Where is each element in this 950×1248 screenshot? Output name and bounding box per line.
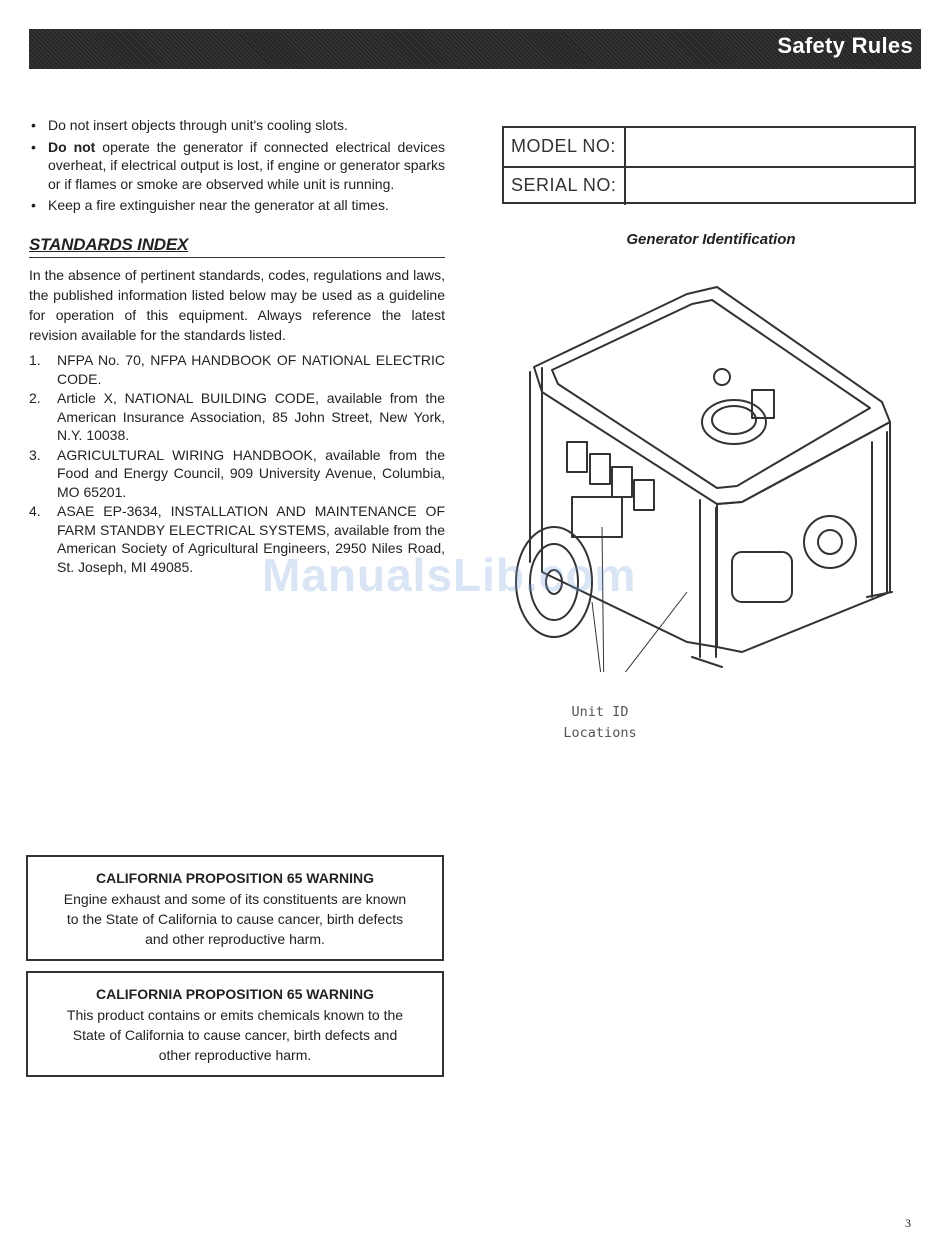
safety-bullet: • Do not insert objects through unit's cooling slots.	[29, 116, 445, 135]
left-column	[29, 116, 445, 577]
standards-item: 2. Article X, NATIONAL BUILDING CODE, available from the American Insurance Association, 85 John Street, New York, N.Y. 10038.	[29, 390, 445, 443]
warning-title: CALIFORNIA PROPOSITION 65 WARNING	[96, 986, 374, 1002]
identification-table	[502, 126, 916, 204]
standards-item: 3. AGRICULTURAL WIRING HANDBOOK, available from the Food and Energy Council, 909 University Avenue, Columbia, MO 65201.	[29, 446, 445, 500]
callout-line: Unit ID	[571, 704, 629, 720]
cell-divider	[624, 128, 626, 166]
generator-illustration	[512, 272, 907, 672]
standards-list	[29, 351, 445, 576]
warning-text: This product contains or emits chemicals known to the State of California to cause cancer, birth defects and other reproductive harm.	[66, 1007, 404, 1063]
unit-id-callout	[545, 702, 655, 744]
prop65-warning-box	[26, 855, 444, 961]
standards-index-heading: STANDARDS INDEX	[29, 236, 445, 259]
safety-bullet: • Keep a fire extinguisher near the generator at all times.	[29, 196, 445, 215]
safety-bullet: • Do not operate the generator if connected electrical devices overheat, if electrical output is lost, if engine or generator sparks or if flames or smoke are observed while unit is running.	[29, 138, 445, 194]
warning-title: CALIFORNIA PROPOSITION 65 WARNING	[96, 870, 374, 886]
standards-intro: In the absence of pertinent standards, codes, regulations and laws, the published information listed below may be used as a guideline for operation of this equipment. Always reference the latest revision available for the standards listed.	[29, 267, 445, 343]
serial-row	[504, 167, 914, 205]
page-number: 3	[905, 1216, 911, 1230]
standards-item: 4. ASAE EP-3634, INSTALLATION AND MAINTENANCE OF FARM STANDBY ELECTRICAL SYSTEMS, available from the American Society of Agricultural Engineers, 2950 Niles Road, St. Joseph, MI 49085.	[29, 503, 445, 575]
serial-label: SERIAL NO:	[511, 175, 617, 195]
cell-divider	[624, 167, 626, 205]
page-title: Safety Rules	[777, 33, 913, 58]
figure-caption: Generator Identification	[626, 231, 796, 248]
prop65-warning-box	[26, 971, 444, 1077]
callout-line: Locations	[563, 725, 637, 741]
watermark: ManualsLib.com	[262, 549, 637, 601]
model-label: MODEL NO:	[511, 136, 616, 156]
warning-text: Engine exhaust and some of its constituents are known to the State of California to cause cancer, birth defects and other reproductive harm.	[63, 891, 407, 947]
header-bar	[29, 29, 921, 69]
model-row	[504, 128, 914, 168]
safety-bullet-list	[29, 116, 445, 215]
standards-item: 1. NFPA No. 70, NFPA HANDBOOK OF NATIONAL ELECTRIC CODE.	[29, 352, 445, 387]
